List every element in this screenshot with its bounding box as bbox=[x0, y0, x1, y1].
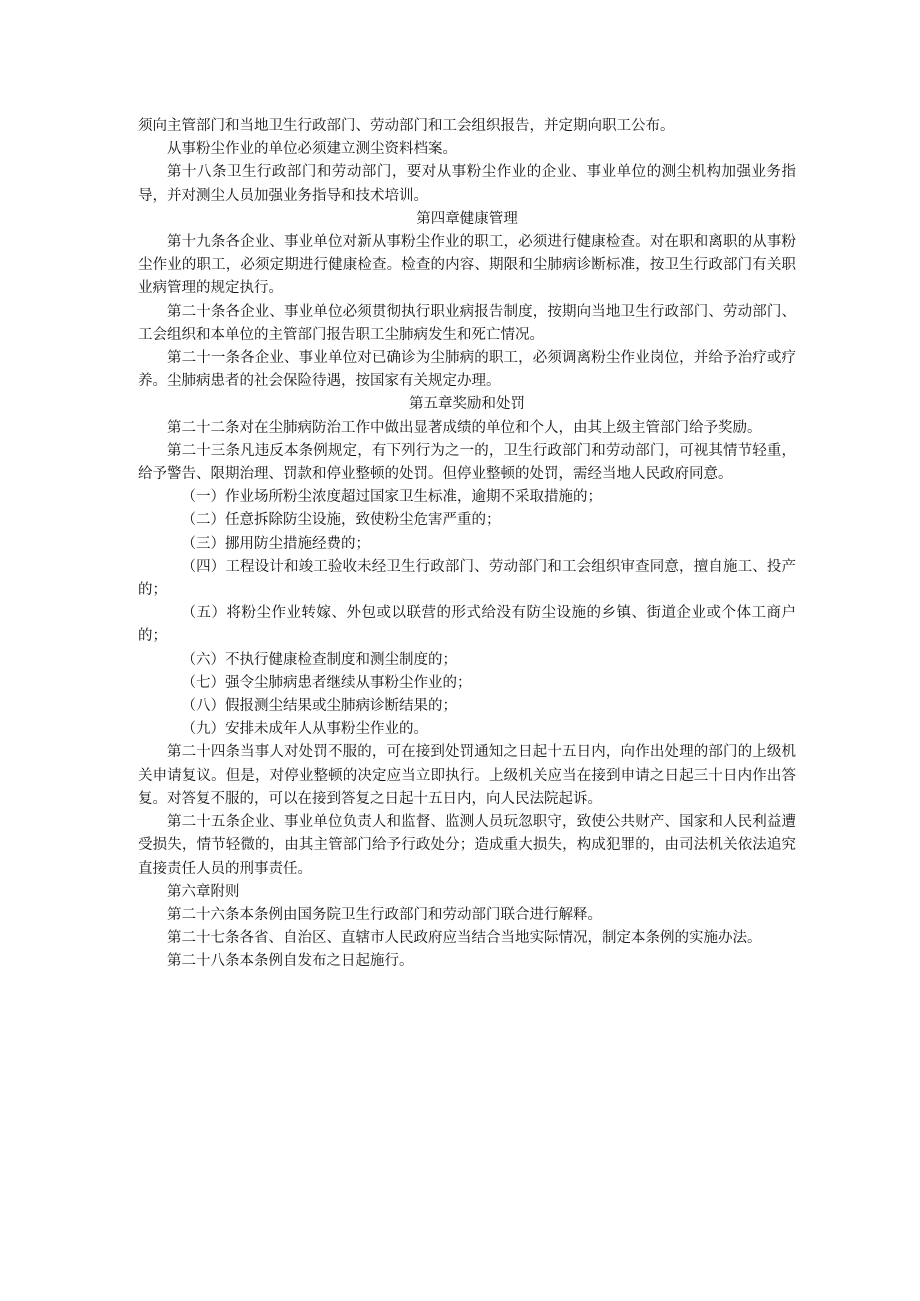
paragraph: 第十九条各企业、事业单位对新从事粉尘作业的职工，必须进行健康检查。对在职和离职的从事粉尘作业的职工，必须定期进行健康检查。检查的内容、期限和尘肺病诊断标准，按卫生行政部门有关职业病管理的规定执行。 bbox=[138, 234, 796, 297]
list-item: （六）不执行健康检查制度和测尘制度的； bbox=[181, 651, 457, 668]
paragraph: 第二十一条各企业、事业单位对已确诊为尘肺病的职工，必须调离粉尘作业岗位，并给予治疗或疗养。尘肺病患者的社会保险待遇，按国家有关规定办理。 bbox=[138, 350, 796, 390]
paragraph: 第二十八条本条例自发布之日起施行。 bbox=[167, 953, 414, 970]
paragraph: 第二十七条各省、自治区、直辖市人民政府应当结合当地实际情况，制定本条例的实施办法。 bbox=[167, 930, 762, 947]
paragraph: 第二十六条本条例由国务院卫生行政部门和劳动部门联合进行解释。 bbox=[167, 906, 602, 923]
list-item: （一）作业场所粉尘浓度超过国家卫生标准，逾期不采取措施的； bbox=[181, 489, 602, 506]
paragraph: 第二十三条凡违反本条例规定，有下列行为之一的，卫生行政部门和劳动部门，可视其情节轻重，给予警告、限期治理、罚款和停业整顿的处罚。但停业整顿的处罚，需经当地人民政府同意。 bbox=[138, 442, 796, 483]
paragraph: 第二十条各企业、事业单位必须贯彻执行职业病报告制度，按期向当地卫生行政部门、劳动部门、工会组织和本单位的主管部门报告职工尘肺病发生和死亡情况。 bbox=[138, 303, 796, 343]
list-item: （五）将粉尘作业转嫁、外包或以联营的形式给没有防尘设施的乡镇、街道企业或个体工商户的； bbox=[138, 605, 796, 645]
paragraph: 第十八条卫生行政部门和劳动部门，要对从事粉尘作业的企业、事业单位的测尘机构加强业务指导，并对测尘人员加强业务指导和技术培训。 bbox=[138, 164, 796, 204]
chapter-heading: 第六章附则 bbox=[167, 883, 240, 900]
paragraph: 第二十五条企业、事业单位负责人和监督、监测人员玩忽职守，致使公共财产、国家和人民利益遭受损失，情节轻微的，由其主管部门给予行政处分；造成重大损失，构成犯罪的，由司法机关依法追究直接责任人员的刑事责任。 bbox=[138, 814, 796, 877]
list-item: （三）挪用防尘措施经费的； bbox=[181, 535, 370, 552]
list-item: （八）假报测尘结果或尘肺病诊断结果的； bbox=[181, 698, 457, 715]
chapter-heading: 第四章健康管理 bbox=[416, 210, 518, 227]
paragraph: 从事粉尘作业的单位必须建立测尘资料档案。 bbox=[167, 141, 457, 158]
chapter-heading: 第五章奖励和处罚 bbox=[409, 396, 525, 413]
paragraph: 第二十四条当事人对处罚不服的，可在接到处罚通知之日起十五日内，向作出处理的部门的上级机关申请复议。但是，对停业整顿的决定应当立即执行。上级机关应当在接到申请之日起三十日内作出答复。对答复不服的，可以在接到答复之日起十五日内，向人民法院起诉。 bbox=[138, 744, 796, 807]
list-item: （七）强令尘肺病患者继续从事粉尘作业的； bbox=[181, 674, 472, 691]
paragraph: 须向主管部门和当地卫生行政部门、劳动部门和工会组织报告，并定期向职工公布。 bbox=[138, 118, 675, 134]
list-item: （九）安排未成年人从事粉尘作业的。 bbox=[181, 721, 428, 738]
document-body bbox=[138, 115, 796, 974]
paragraph: 第二十二条对在尘肺病防治工作中做出显著成绩的单位和个人，由其上级主管部门给予奖励。 bbox=[167, 419, 762, 436]
list-item: （二）任意拆除防尘设施，致使粉尘危害严重的； bbox=[181, 512, 501, 529]
list-item: （四）工程设计和竣工验收未经卫生行政部门、劳动部门和工会组织审查同意，擅自施工、投产的； bbox=[138, 558, 796, 599]
